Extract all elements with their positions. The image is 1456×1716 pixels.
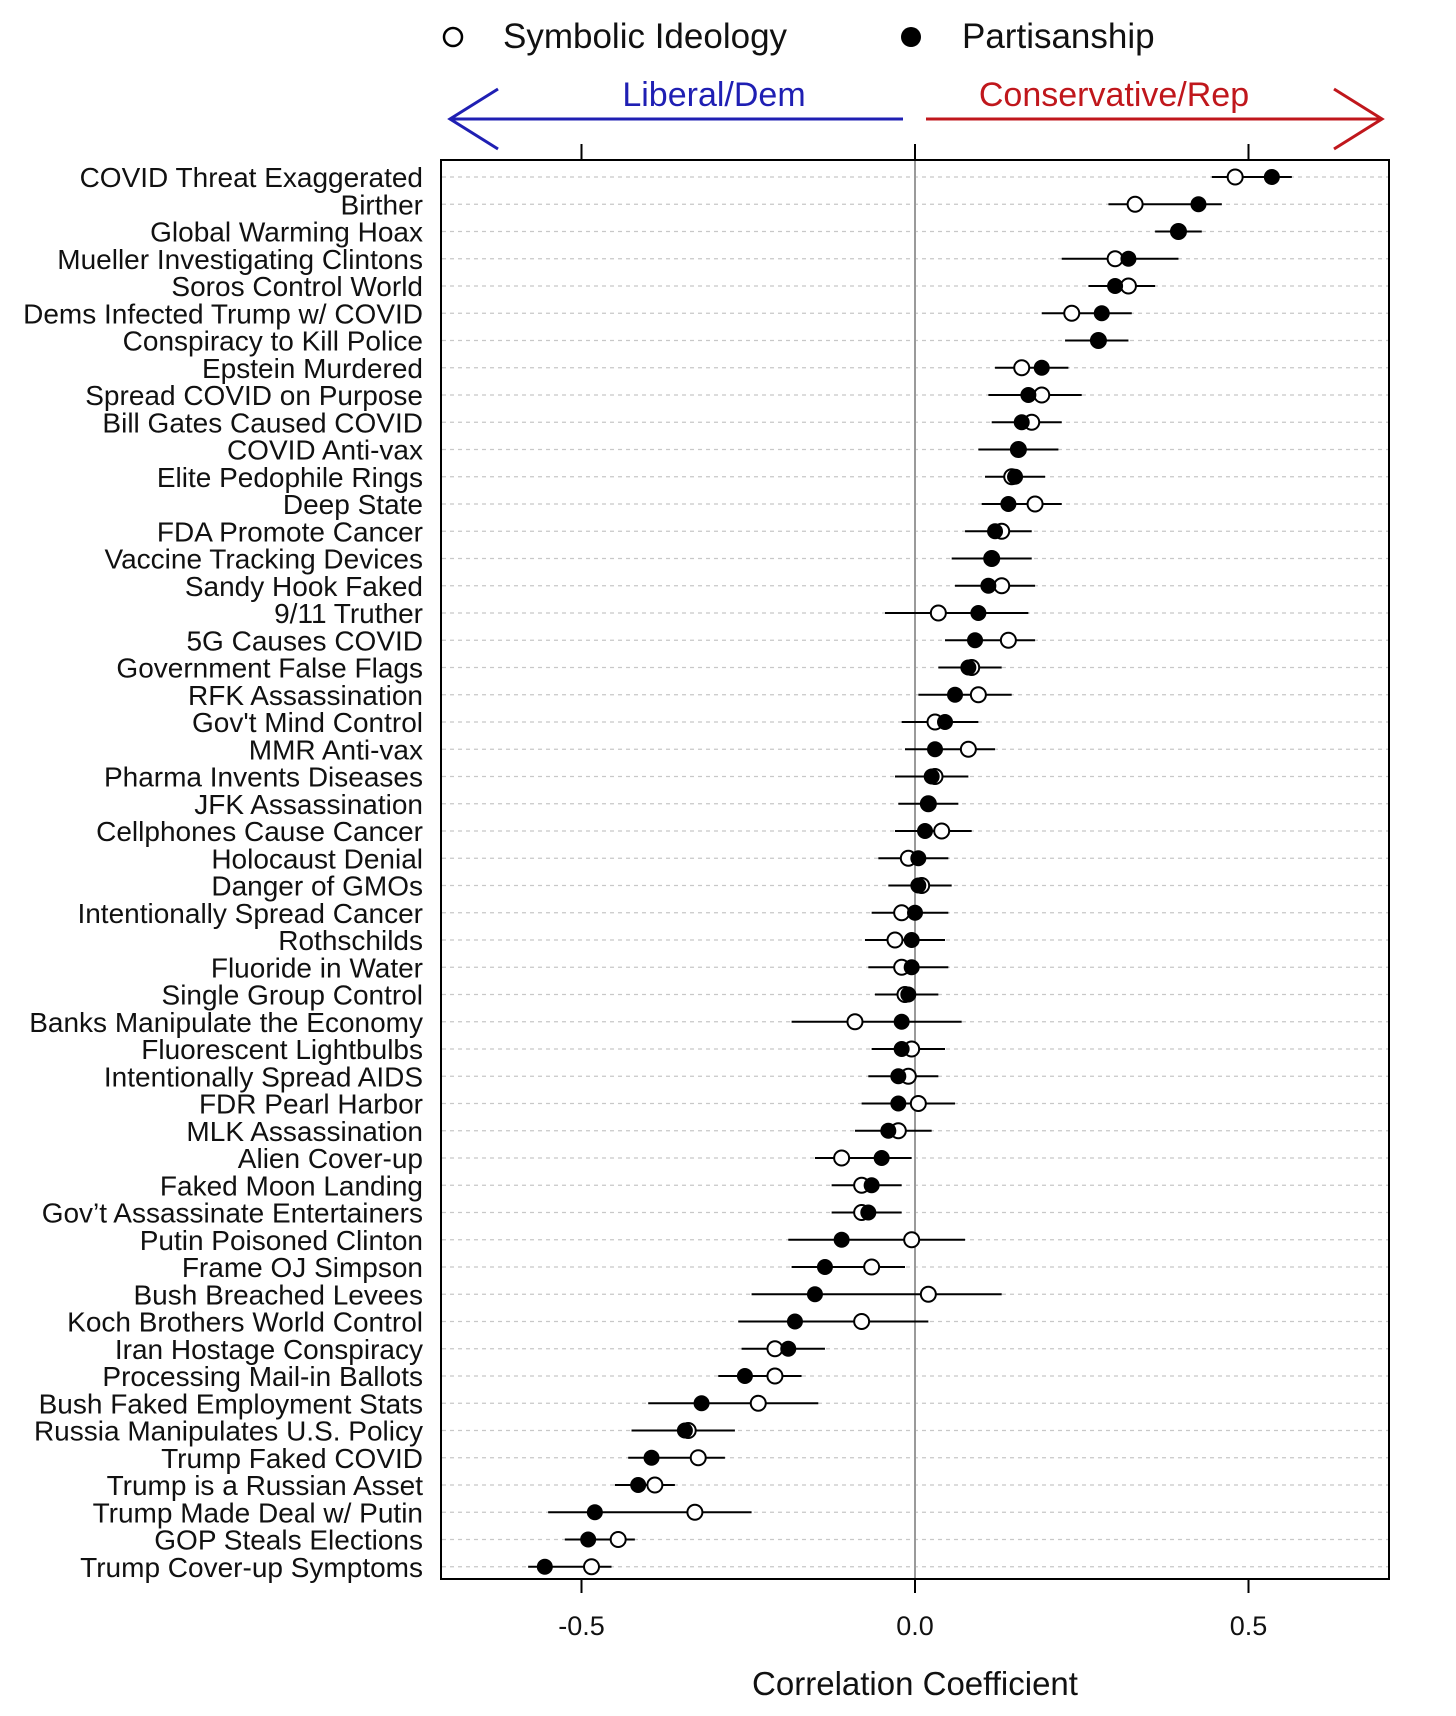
partisanship-point	[1034, 360, 1050, 376]
partisanship-point	[694, 1395, 710, 1411]
row-label: Fluoride in Water	[210, 952, 423, 984]
conservative-rep-label: Conservative/Rep	[978, 76, 1250, 114]
row-label: Koch Brothers World Control	[67, 1306, 423, 1338]
partisanship-point	[1120, 251, 1136, 267]
row-label: Mueller Investigating Clintons	[57, 243, 423, 275]
ideology-point	[887, 933, 902, 948]
ideology-point	[1064, 306, 1079, 321]
legend	[444, 17, 1155, 56]
row-label: Holocaust Denial	[211, 843, 423, 875]
partisanship-point	[787, 1314, 803, 1330]
partisanship-point	[644, 1450, 660, 1466]
row-label: JFK Assassination	[194, 788, 423, 820]
partisanship-point	[924, 769, 940, 785]
partisanship-point	[677, 1423, 693, 1439]
row-label: Intentionally Spread AIDS	[103, 1061, 423, 1093]
partisanship-point	[904, 932, 920, 948]
partisanship-point	[984, 551, 1000, 567]
ideology-point	[1228, 170, 1243, 185]
row-label: Intentionally Spread Cancer	[77, 897, 423, 929]
row-labels	[23, 162, 423, 1583]
partisanship-point	[1090, 333, 1106, 349]
partisanship-point	[1094, 305, 1110, 321]
row-label: Gov’t Assassinate Entertainers	[41, 1197, 423, 1229]
row-label: Dems Infected Trump w/ COVID	[23, 298, 423, 330]
row-label: Trump Made Deal w/ Putin	[92, 1497, 423, 1529]
partisanship-point	[807, 1286, 823, 1302]
ideology-point	[584, 1559, 599, 1574]
row-label: Fluorescent Lightbulbs	[141, 1034, 423, 1065]
row-label: COVID Threat Exaggerated	[79, 162, 423, 193]
ideology-point	[1028, 497, 1043, 512]
row-label: 9/11 Truther	[274, 598, 423, 629]
partisanship-points	[537, 169, 1280, 1575]
row-label: Spread COVID on Purpose	[85, 380, 423, 411]
ideology-point	[1034, 388, 1049, 403]
ideology-point	[971, 687, 986, 702]
ideology-point	[687, 1505, 702, 1520]
liberal-dem-label: Liberal/Dem	[622, 76, 806, 114]
row-label: Frame OJ Simpson	[181, 1252, 423, 1283]
row-label: Soros Control World	[171, 271, 423, 302]
row-label: Conspiracy to Kill Police	[122, 325, 423, 357]
direction-indicator	[450, 76, 1382, 149]
legend-filled-circle-marker	[901, 27, 921, 47]
row-label: Trump Faked COVID	[161, 1442, 423, 1474]
x-tick-label: 0.5	[1229, 1611, 1268, 1641]
partisanship-point	[587, 1504, 603, 1520]
partisanship-point	[894, 1041, 910, 1057]
partisanship-point	[580, 1532, 596, 1548]
x-tick-label: -0.5	[558, 1611, 605, 1641]
partisanship-point	[864, 1177, 880, 1193]
row-label: Processing Mail-in Ballots	[102, 1361, 423, 1392]
partisanship-point	[900, 987, 916, 1003]
x-tick-label: 0.0	[896, 1611, 934, 1641]
partisanship-point	[817, 1259, 833, 1275]
top-axis-ticks	[582, 144, 1249, 160]
ideology-point	[1108, 251, 1123, 266]
row-label: Iran Hostage Conspiracy	[114, 1333, 423, 1365]
partisanship-point	[1007, 469, 1023, 485]
partisanship-point	[630, 1477, 646, 1493]
ideology-point	[751, 1396, 766, 1411]
row-label: Global Warming Hoax	[150, 216, 423, 248]
ideology-point	[921, 1287, 936, 1302]
row-label: Gov't Mind Control	[192, 707, 423, 738]
row-label: Epstein Murdered	[201, 352, 423, 384]
row-label: Faked Moon Landing	[159, 1170, 423, 1202]
row-label: Trump is a Russian Asset	[106, 1470, 423, 1501]
partisanship-point	[1107, 278, 1123, 294]
ideology-point	[1121, 279, 1136, 294]
row-label: Alien Cover-up	[237, 1143, 423, 1174]
row-label: 5G Causes COVID	[186, 625, 423, 657]
row-label: Russia Manipulates U.S. Policy	[33, 1415, 423, 1447]
partisanship-point	[890, 1068, 906, 1084]
row-label: Rothschilds	[278, 925, 423, 956]
partisanship-point	[904, 959, 920, 975]
partisanship-point	[927, 741, 943, 757]
row-label: Sandy Hook Faked	[184, 570, 423, 602]
partisanship-point	[910, 878, 926, 894]
partisanship-point	[960, 660, 976, 676]
partisanship-point	[1170, 224, 1186, 240]
bottom-axis	[558, 1579, 1267, 1641]
row-label: Vaccine Tracking Devices	[104, 543, 423, 575]
partisanship-point	[910, 850, 926, 866]
partisanship-point	[1000, 496, 1016, 512]
row-label: FDA Promote Cancer	[156, 516, 423, 548]
partisanship-point	[1190, 196, 1206, 212]
ideology-point	[864, 1260, 879, 1275]
row-label: MLK Assassination	[186, 1115, 423, 1147]
partisanship-point	[1264, 169, 1280, 185]
partisanship-point	[874, 1150, 890, 1166]
ideology-point	[904, 1232, 919, 1247]
ideology-point	[931, 606, 946, 621]
row-label: Pharma Invents Diseases	[103, 761, 423, 793]
partisanship-point	[834, 1232, 850, 1248]
legend-open-circle-marker	[444, 28, 462, 46]
row-label: Government False Flags	[116, 652, 423, 684]
row-label: Bill Gates Caused COVID	[102, 407, 423, 439]
ideology-point	[961, 742, 976, 757]
partisanship-point	[987, 523, 1003, 539]
partisanship-point	[947, 687, 963, 703]
confidence-intervals	[528, 177, 1292, 1567]
partisanship-point	[920, 796, 936, 812]
partisanship-point	[780, 1341, 796, 1357]
legend-ideology-label: Symbolic Ideology	[503, 17, 788, 56]
partisanship-point	[737, 1368, 753, 1384]
ideology-point	[934, 824, 949, 839]
partisanship-point	[1020, 387, 1036, 403]
ideology-point	[847, 1014, 862, 1029]
row-label: Banks Manipulate the Economy	[29, 1006, 423, 1038]
partisanship-point	[537, 1559, 553, 1575]
row-label: Trump Cover-up Symptoms	[80, 1551, 423, 1583]
ideology-point	[894, 905, 909, 920]
row-label: Cellphones Cause Cancer	[96, 816, 423, 847]
partisanship-point	[860, 1205, 876, 1221]
ideology-point	[647, 1478, 662, 1493]
partisanship-point	[980, 578, 996, 594]
row-label: Putin Poisoned Clinton	[139, 1224, 423, 1256]
ideology-point	[1128, 197, 1143, 212]
partisanship-point	[970, 605, 986, 621]
row-label: Single Group Control	[161, 979, 423, 1011]
row-label: FDR Pearl Harbor	[198, 1088, 423, 1120]
partisanship-point	[880, 1123, 896, 1139]
partisanship-point	[1014, 414, 1030, 430]
ideology-point	[611, 1532, 626, 1547]
ideology-point	[691, 1450, 706, 1465]
ideology-point	[834, 1151, 849, 1166]
row-label: Deep State	[282, 489, 423, 520]
partisanship-point	[937, 714, 953, 730]
partisanship-point	[967, 632, 983, 648]
x-axis-title: Correlation Coefficient	[752, 1665, 1078, 1702]
ideology-point	[1014, 360, 1029, 375]
row-label: Elite Pedophile Rings	[156, 461, 423, 493]
row-label: Bush Faked Employment Stats	[38, 1388, 423, 1420]
partisanship-point	[890, 1096, 906, 1112]
ideology-point	[911, 1096, 926, 1111]
row-label: Birther	[340, 189, 423, 221]
partisanship-point	[907, 905, 923, 921]
row-label: COVID Anti-vax	[226, 434, 423, 466]
ideology-points	[584, 170, 1243, 1575]
row-label: Danger of GMOs	[211, 870, 423, 902]
ideology-point	[994, 578, 1009, 593]
row-label: RFK Assassination	[188, 679, 423, 711]
row-label: Bush Breached Levees	[133, 1279, 423, 1311]
ideology-point	[1001, 633, 1016, 648]
ideology-point	[767, 1341, 782, 1356]
partisanship-point	[917, 823, 933, 839]
partisanship-point	[894, 1014, 910, 1030]
row-label: MMR Anti-vax	[248, 734, 423, 766]
ideology-point	[767, 1369, 782, 1384]
ideology-point	[854, 1314, 869, 1329]
row-label: GOP Steals Elections	[154, 1524, 423, 1556]
partisanship-point	[1010, 442, 1026, 458]
legend-partisanship-label: Partisanship	[962, 17, 1155, 56]
